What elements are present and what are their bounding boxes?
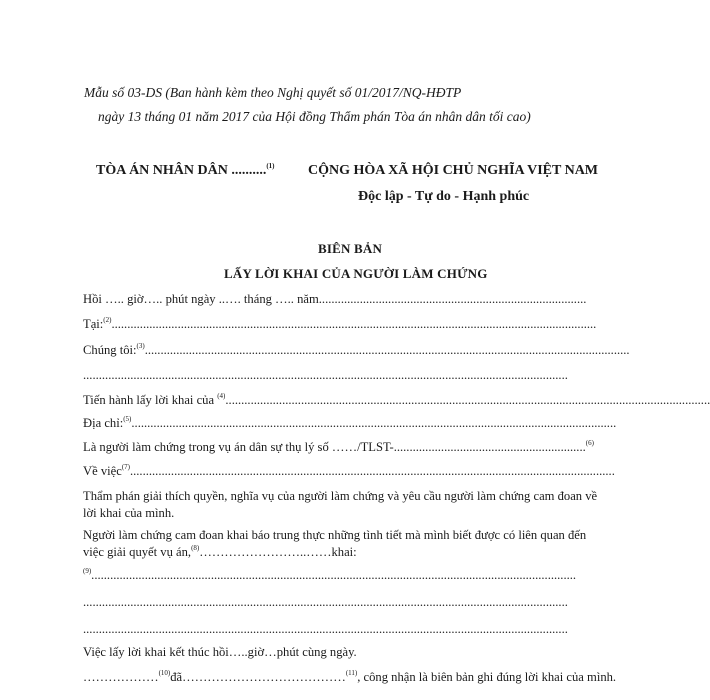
address-blank: ..........................................................................................................................................................	[131, 416, 617, 430]
place-footnote: (2)	[103, 316, 112, 324]
statement-footnote: (9)	[83, 567, 92, 575]
time-line-text: Hồi ….. giờ….. phút ngày ..…. tháng ….. năm.....................................................................................	[83, 292, 587, 306]
subject-label: Về việc	[83, 464, 122, 478]
court-footnote: (1)	[266, 162, 275, 170]
subject-footnote: (7)	[121, 463, 130, 471]
court-label: TÒA ÁN NHÂN DÂN ..........	[96, 163, 267, 178]
case-footnote: (6)	[585, 439, 594, 447]
statement-line	[83, 568, 603, 583]
national-motto: Độc lập - Tự do - Hạnh phúc	[358, 189, 530, 204]
case-line	[83, 440, 608, 455]
testimony-from-blank: ..........................................................................................................................................................	[225, 393, 710, 407]
commitment-paragraph	[83, 527, 608, 561]
testimony-from-footnote: (4)	[217, 392, 226, 400]
commitment-blank: ……………………..……khai:	[199, 545, 357, 559]
address-footnote: (5)	[123, 415, 132, 423]
participants-blank-line: ..........................................................................................................................................................	[83, 368, 568, 382]
address-line	[83, 415, 617, 431]
testimony-from-line	[83, 392, 710, 408]
testimony-from-label: Tiến hành lấy lời khai của	[83, 393, 215, 407]
statement-blank-line-3: ..........................................................................................................................................................	[83, 622, 568, 636]
statement-blank: ..........................................................................................................................................................	[91, 568, 577, 582]
address-label: Địa chỉ:	[83, 416, 124, 430]
judge-explanation: Thẩm phán giải thích quyền, nghĩa vụ của người làm chứng và yêu cầu người làm chứng cam đoan về lời khai của mình.	[83, 489, 598, 520]
signature-footnote-10: (10)	[158, 669, 171, 677]
time-line	[83, 292, 603, 307]
document-title: BIÊN BẢN	[318, 241, 383, 256]
case-text: Là người làm chứng trong vụ án dân sự thụ lý số ……/TLST-.............................................................	[83, 440, 586, 454]
subject-line	[83, 463, 615, 479]
signature-line	[83, 670, 616, 685]
signature-middle: đã…………………………………	[170, 670, 346, 684]
end-time-line: Việc lấy lời khai kết thúc hồi…..giờ…phút cùng ngày.	[83, 645, 357, 659]
form-reference-line1: Mẫu số 03-DS (Ban hành kèm theo Nghị quyết số 01/2017/NQ-HĐTP	[84, 85, 462, 100]
place-line	[83, 317, 603, 332]
statement-blank-line-2: ..........................................................................................................................................................	[83, 595, 568, 609]
nation-title: CỘNG HÒA XÃ HỘI CHỦ NGHĨA VIỆT NAM	[308, 163, 599, 178]
document-subtitle: LẤY LỜI KHAI CỦA NGƯỜI LÀM CHỨNG	[224, 266, 488, 281]
commitment-text: Người làm chứng cam đoan khai báo trung thực những tình tiết mà mình biết được có liên quan đến việc giải quyết vụ án,	[83, 528, 587, 559]
commitment-footnote: (8)	[191, 544, 200, 552]
court-name	[96, 163, 275, 179]
signature-confirmation: , công nhận là biên bản ghi đúng lời khai của mình.	[357, 670, 617, 684]
place-blank: ..........................................................................................................................................................	[111, 317, 597, 331]
participants-blank: ..........................................................................................................................................................	[144, 343, 630, 357]
signature-footnote-11: (11)	[345, 669, 358, 677]
participants-label: Chúng tôi:	[83, 343, 137, 357]
signature-dots: ………………	[83, 670, 159, 684]
form-reference-line2: ngày 13 tháng 01 năm 2017 của Hội đồng Thẩm phán Tòa án nhân dân tối cao)	[98, 109, 531, 124]
place-label: Tại:	[83, 317, 104, 331]
participants-line	[83, 342, 630, 358]
subject-blank: ..........................................................................................................................................................	[129, 464, 615, 478]
participants-footnote: (3)	[136, 342, 145, 350]
